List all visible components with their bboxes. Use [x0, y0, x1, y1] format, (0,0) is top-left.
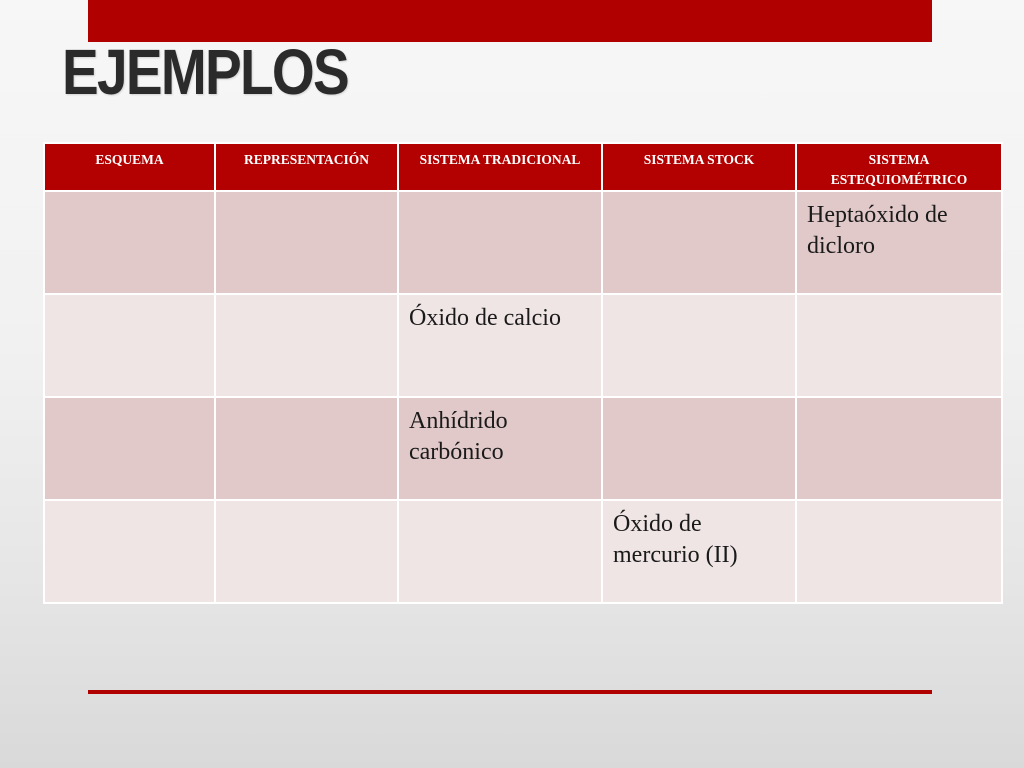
table-cell: [398, 500, 602, 603]
table-cell: [602, 397, 796, 500]
table-cell: [44, 397, 215, 500]
table-cell: [215, 294, 398, 397]
table-row: [44, 191, 1002, 294]
table-cell: [796, 397, 1002, 500]
table-cell: Óxido de calcio: [398, 294, 602, 397]
table-row: [44, 500, 1002, 603]
table-cell: [398, 191, 602, 294]
header-esquema: ESQUEMA: [44, 143, 215, 191]
bottom-accent-line: [88, 690, 932, 694]
header-sistema-estequiometrico: SISTEMA ESTEQUIOMÉTRICO: [796, 143, 1002, 191]
table-cell: [602, 191, 796, 294]
table-row: [44, 397, 1002, 500]
table-cell: Heptaóxido de dicloro: [796, 191, 1002, 294]
table-header-row: [44, 143, 1002, 191]
header-representacion: REPRESENTACIÓN: [215, 143, 398, 191]
table-cell: Anhídrido carbónico: [398, 397, 602, 500]
table-cell: [44, 294, 215, 397]
table-cell: [44, 500, 215, 603]
table-cell: [796, 294, 1002, 397]
table-cell: [215, 191, 398, 294]
table-cell: [602, 294, 796, 397]
examples-table: [43, 142, 1003, 604]
header-sistema-tradicional: SISTEMA TRADICIONAL: [398, 143, 602, 191]
table-cell: [215, 500, 398, 603]
table-cell: Óxido de mercurio (II): [602, 500, 796, 603]
table-row: [44, 294, 1002, 397]
table-cell: [44, 191, 215, 294]
table-cell: [796, 500, 1002, 603]
header-sistema-stock: SISTEMA STOCK: [602, 143, 796, 191]
slide-title: EJEMPLOS: [62, 36, 348, 108]
table-cell: [215, 397, 398, 500]
